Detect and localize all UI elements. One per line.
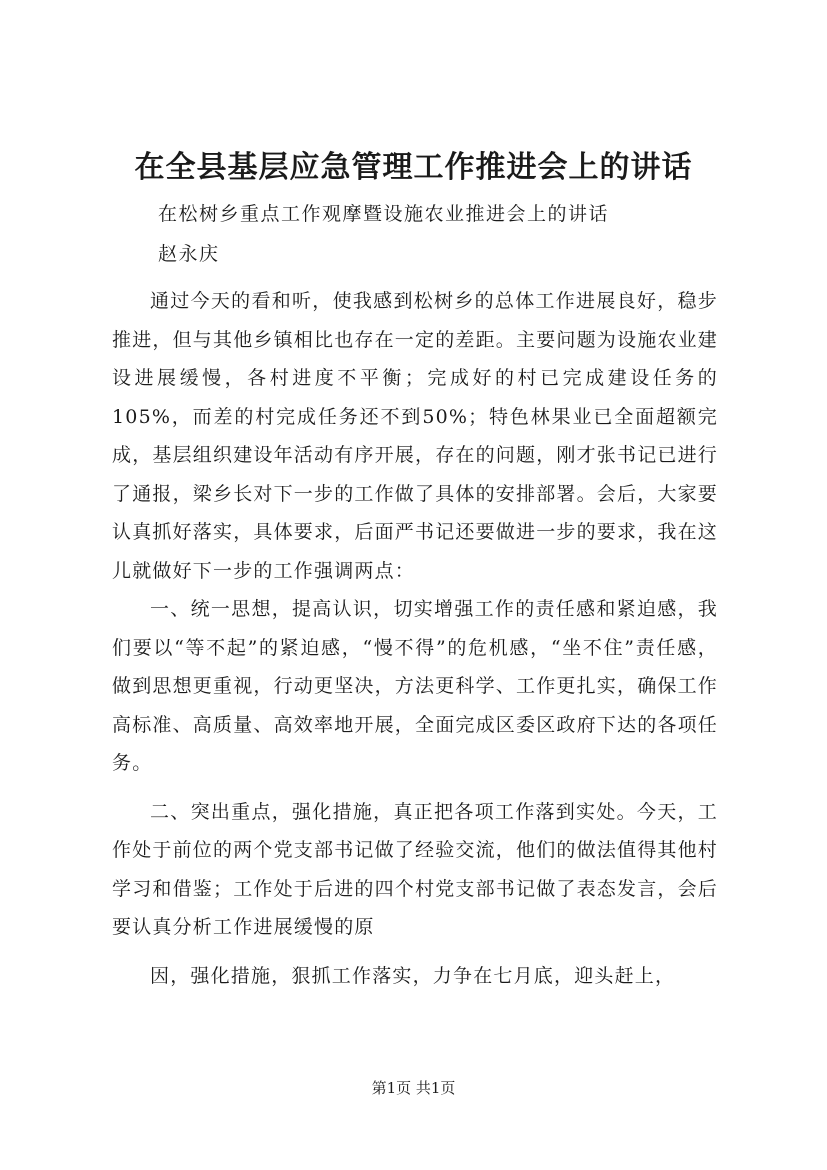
document-author: 赵永庆 xyxy=(158,243,220,265)
document-subtitle: 在松树乡重点工作观摩暨设施农业推进会上的讲话 xyxy=(158,203,610,225)
paragraph: 一、统一思想，提高认识，切实增强工作的责任感和紧迫感，我们要以“等不起”的紧迫感，“慢不得”的危机感，“坐不住”责任感，做到思想更重视，行动更坚决，方法更科学、工作更扎实，确保工作高标准、高质量、高效率地开展，全面完成区委区政府下达的各项任务。 xyxy=(112,598,719,774)
paragraph: 因，强化措施，狠抓工作落实，力争在七月底，迎头赶上， xyxy=(150,964,676,987)
page-footer: 第1页 共1页 xyxy=(371,1079,456,1097)
document-title: 在全县基层应急管理工作推进会上的讲话 xyxy=(134,150,693,185)
document-body xyxy=(112,282,718,995)
paragraph: 二、突出重点，强化措施，真正把各项工作落到实处。今天，工作处于前位的两个党支部书记做了经验交流，他们的做法值得其他村学习和借鉴；工作处于后进的四个村党支部书记做了表态发言，会后要认真分析工作进展缓慢的原 xyxy=(112,800,719,938)
paragraph: 通过今天的看和听，使我感到松树乡的总体工作进展良好，稳步推进，但与其他乡镇相比也存在一定的差距。主要问题为设施农业建设进展缓慢，各村进度不平衡；完成好的村已完成建设任务的105%，而差的村完成任务还不到50%；特色林果业已全面超额完成，基层组织建设年活动有序开展，存在的问题，刚才张书记已进行了通报，梁乡长对下一步的工作做了具体的安排部署。会后，大家要认真抓好落实，具体要求，后面严书记还要做进一步的要求，我在这儿就做好下一步的工作强调两点： xyxy=(112,290,719,582)
